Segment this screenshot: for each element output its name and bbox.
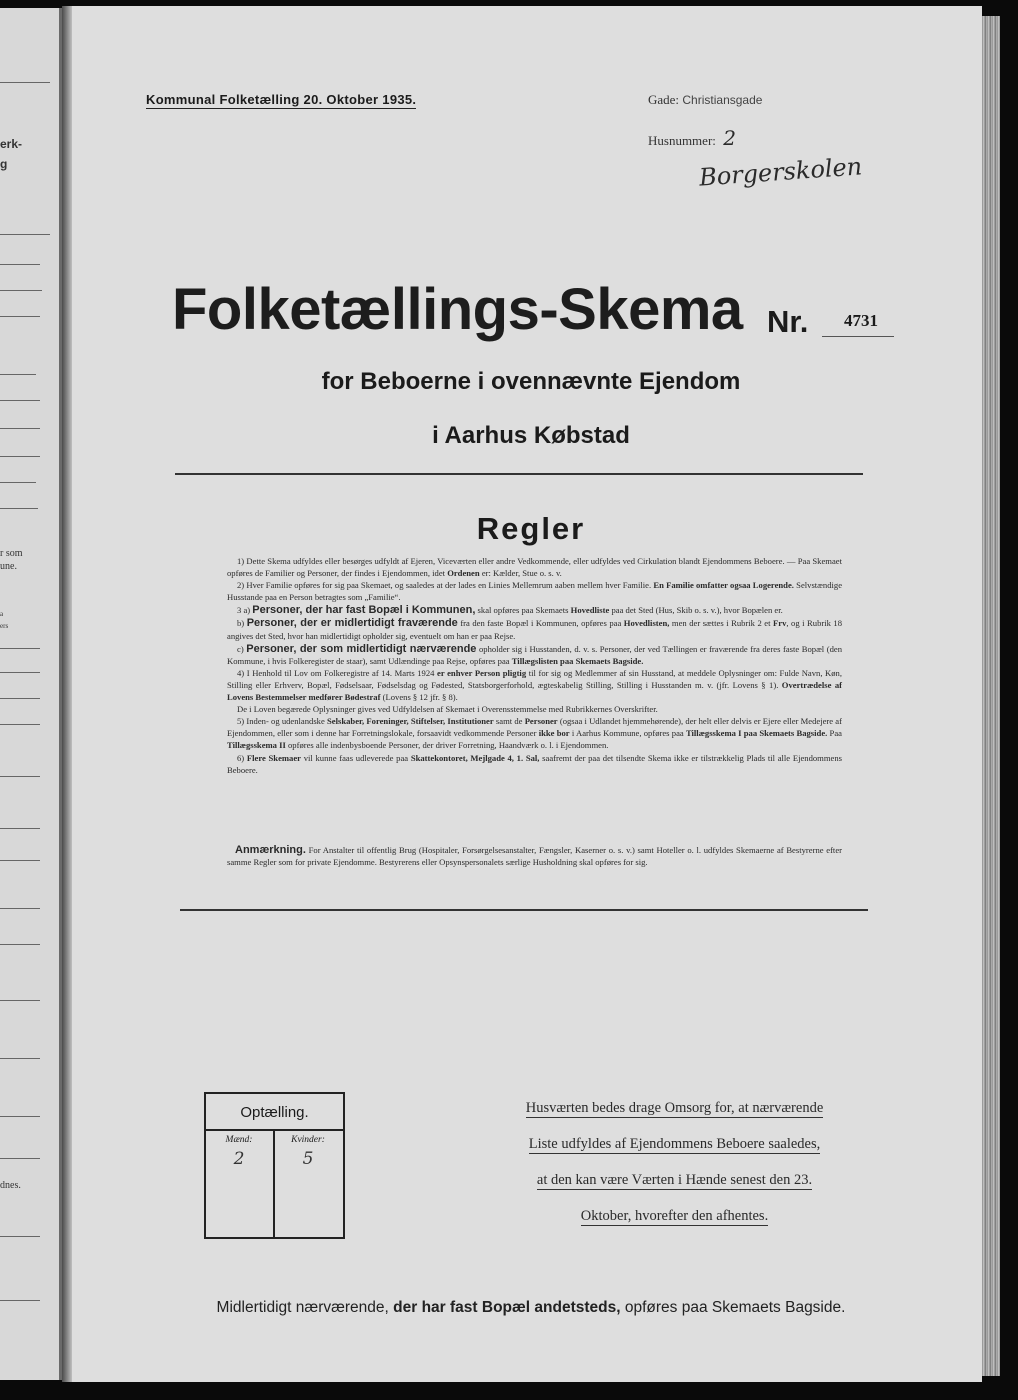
rule-4: 4) I Henhold til Lov om Folkeregistre af 14. Marts 1924 er enhver Person pligtig til for sig og Medlemmer af sin Husstand, at meddele Oplysninger om: Fulde Navn, Køn, Stilling eller Erhverv, Bopæl, Fødselsaar, Fødselsdag og Fødested, Statsborgerforhold, ægteskabelig Stilling, Stilling i Husstanden m. v. (jfr. Lovens § 1). Overtrædelse af Lovens Bestemmelser medfører Bødestraf (Lovens § 12 jfr. § 8). <box>227 667 842 703</box>
footer-instruction: Midlertidigt nærværende, der har fast Bopæl andetsteds, opføres paa Skemaets Bagside. <box>216 1299 846 1316</box>
rule-6: 6) Flere Skemaer vil kunne faas udleverede paa Skattekontoret, Mejlgade 4, 1. Sal, saafremt der paa det tilsendte Skema ikke er tilstrækkelig Plads til alle Ejendommens Beboere. <box>227 752 842 775</box>
rules-text <box>227 555 842 776</box>
women-label: Kvinder: <box>291 1135 325 1145</box>
landlord-note-line: at den kan være Værten i Hænde senest den 23. <box>536 1172 813 1188</box>
rule-1: 1) Dette Skema udfyldes eller besørges udfyldt af Ejeren, Viceværten eller andre Vedkommende, eller udfyldes ved Cirkulation blandt Ejendommens Beboere. — Paa Skemaet opføres de Familier og Personer, der findes i Ejendommen, idet Ordenen er: Kælder, Stue o. s. v. <box>227 556 842 579</box>
remark <box>227 844 842 868</box>
rule-5: 5) Inden- og udenlandske Selskaber, Foreninger, Stiftelser, Institutioner samt de Personer (ogsaa i Udlandet hjemmehørende), der helt eller delvis er Ejere eller Medejere af Ejendommen, eller som i denne har Forretningslokale, forsaavidt vedkommende Personer ikke bor i Aarhus Kommune, opføres paa Tillægsskema I paa Skemaets Bagside. Paa Tillægsskema II opføres alle indenbysboende Personer, der driver Forretning, Haandværk o. l. i Ejendommen. <box>227 716 842 751</box>
left-page-rule <box>0 1236 40 1237</box>
street-label: Gade: <box>648 92 680 107</box>
left-page-fragment: g <box>0 157 8 171</box>
count-box-title: Optælling. <box>206 1094 343 1131</box>
rule-3b: b) Personer, der er midlertidigt fraværende fra den faste Bopæl i Kommunen, opføres paa Hovedlisten, men der sættes i Rubrik 2 et Frv, og i Rubrik 18 angives det Sted, hvor han midlertidigt opholder sig, eventuelt om han er paa Rejse. <box>227 617 843 641</box>
left-page-rule <box>0 264 40 265</box>
form-subtitle-city: i Aarhus Købstad <box>432 422 630 449</box>
house-number-field <box>648 126 736 150</box>
left-page-rule <box>0 456 40 457</box>
handwritten-name: Borgerskolen <box>698 152 864 192</box>
left-page-rule <box>0 1116 40 1117</box>
book-gutter <box>62 6 72 1382</box>
left-page-rule <box>0 1158 40 1159</box>
left-page-rule <box>0 672 40 673</box>
left-page-rule <box>0 428 40 429</box>
divider <box>180 909 868 911</box>
left-page-rule <box>0 776 40 777</box>
women-count: 5 <box>302 1149 314 1169</box>
left-page-rule <box>0 290 42 291</box>
house-number-label: Husnummer: <box>648 133 716 148</box>
form-number-value: 4731 <box>844 311 878 330</box>
remark-text: For Anstalter til offentlig Brug (Hospitaler, Forsørgelsesanstalter, Fængsler, Kaserner o. s. v.) samt Hoteller o. l. udfyldes Skemaerne af Bestyrerne efter samme Regler som for private Ejendomme. Bestyrerens eller Opsynspersonalets særlige Husholdning skal opføres for sig. <box>227 845 842 868</box>
left-page-rule <box>0 234 50 235</box>
left-page-fragment: a <box>0 610 4 618</box>
count-box <box>204 1092 345 1239</box>
form-title: Folketællings-Skema <box>172 277 743 342</box>
rule-4-continued: De i Loven begærede Oplysninger gives ved Udfyldelsen af Skemaet i Overensstemmelse med Rubrikkernes Overskrifter. <box>237 704 658 715</box>
left-page-fragment: ers <box>0 622 9 630</box>
rule-3a: 3 a) Personer, der har fast Bopæl i Kommunen, skal opføres paa Skemaets Hovedliste paa det Sted (Hus, Skib o. s. v.), hvor Bopælen er. <box>237 604 783 617</box>
left-page-rule <box>0 860 40 861</box>
left-page-rule <box>0 1000 40 1001</box>
left-page-fragment: une. <box>0 561 17 572</box>
census-form-page <box>72 6 982 1382</box>
left-page-rule <box>0 1300 40 1301</box>
men-label: Mænd: <box>225 1135 253 1145</box>
left-page-rule <box>0 828 40 829</box>
remark-heading: Anmærkning. <box>235 844 306 856</box>
left-page-rule <box>0 698 40 699</box>
rules-heading: Regler <box>476 511 586 546</box>
left-page-rule <box>0 648 40 649</box>
landlord-note-line: Husværten bedes drage Omsorg for, at nærværende <box>525 1100 824 1116</box>
landlord-note-line: Liste udfyldes af Ejendommens Beboere saaledes, <box>528 1136 821 1152</box>
form-subtitle: for Beboerne i ovennævnte Ejendom <box>321 368 741 395</box>
left-page-strip <box>0 8 62 1380</box>
house-number-value: 2 <box>723 126 736 150</box>
left-page-fragment: dnes. <box>0 1180 21 1191</box>
census-date-line: Kommunal Folketælling 20. Oktober 1935. <box>146 92 417 107</box>
left-page-rule <box>0 1058 40 1059</box>
left-page-rule <box>0 724 40 725</box>
left-page-rule <box>0 374 36 375</box>
left-page-rule <box>0 482 36 483</box>
left-page-rule <box>0 944 40 945</box>
left-page-rule <box>0 908 40 909</box>
men-count: 2 <box>233 1149 245 1169</box>
landlord-note-line: Oktober, hvorefter den afhentes. <box>580 1208 769 1224</box>
rule-3c: c) Personer, der som midlertidigt nærværende opholder sig i Husstanden, d. v. s. Personer, der ved Tællingen er fraværende fra deres faste Bopæl (den Kommune, i hvis Folkeregister de staar), samt Udlændinge paa Rejse, opføres paa Tillægslisten paa Skemaets Bagside. <box>227 642 843 666</box>
form-number-label: Nr. <box>767 304 809 339</box>
street-value: Christiansgade <box>682 93 763 107</box>
left-page-fragment: r som <box>0 548 23 559</box>
left-page-rule <box>0 82 50 83</box>
left-page-rule <box>0 316 40 317</box>
form-number-line <box>822 336 894 337</box>
divider <box>175 473 863 475</box>
street-field <box>648 92 762 108</box>
left-page-rule <box>0 508 38 509</box>
rule-2: 2) Hver Familie opføres for sig paa Skemaet, og saaledes at der lades en Linies Mellemrum aaben mellem hver Familie. En Familie omfatter ogsaa Logerende. Selvstændige Husstande paa en Person betragtes som „Familie“. <box>227 580 843 603</box>
count-box-divider <box>273 1131 275 1237</box>
left-page-fragment: erk- <box>0 137 23 151</box>
left-page-rule <box>0 400 40 401</box>
page-edges <box>982 16 1000 1376</box>
